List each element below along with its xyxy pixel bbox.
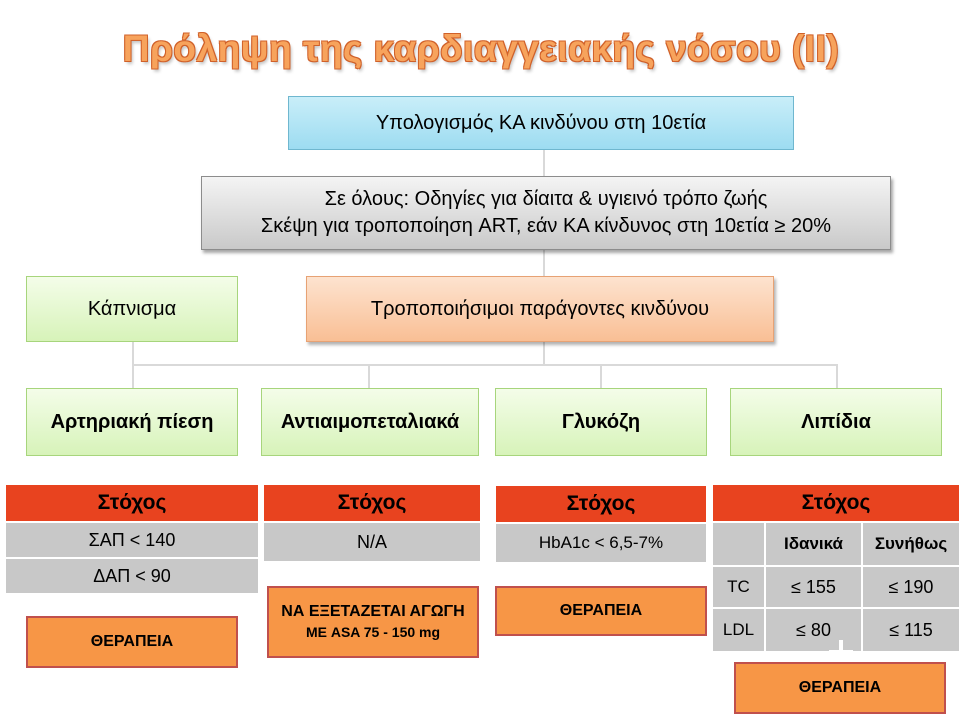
lipids-col-usual [862,522,960,566]
category-label: Λιπίδια [801,410,871,433]
category-blood-pressure [26,388,238,456]
modifiable-factors-label: Τροποποιήσιμοι παράγοντες κινδύνου [370,297,710,320]
ldl-usual: ≤ 115 [889,619,933,640]
glucose-target-header [495,485,707,523]
lifestyle-advice-box [201,176,891,250]
target-label: Στόχος [801,491,871,514]
col-ideal-label: Ιδανικά [783,534,844,553]
connector-line [132,364,838,366]
connector-line [543,150,545,176]
sbp-target: ΣΑΠ < 140 [88,529,176,550]
glucose-target: HbA1c < 6,5-7% [538,533,664,552]
category-label: Γλυκόζη [561,410,641,433]
connector-line [543,342,545,364]
target-label: Στόχος [337,491,407,514]
col-usual-label: Συνήθως [874,534,948,553]
bp-dbp-cell [5,558,259,594]
glucose-therapy-box [495,586,707,636]
risk-calculation-text: Υπολογισμός ΚΑ κινδύνου στη 10ετία [375,111,707,134]
category-glucose [495,388,707,456]
connector-line [836,364,838,388]
glucose-target-cell [495,523,707,563]
plus-connector-icon [829,640,853,664]
ldl-label: LDL [722,620,755,639]
antiplatelet-target: N/A [356,531,387,552]
lipids-row-label [712,566,765,608]
ldl-ideal: ≤ 80 [796,619,831,640]
modifiable-factors-box [306,276,774,342]
lipids-row-label [712,608,765,652]
connector-line [368,364,370,388]
bp-therapy-box [26,616,238,668]
antiplatelet-target-header [263,484,481,522]
tc-usual: ≤ 190 [888,576,934,597]
connector-line [132,342,134,388]
connector-line [543,250,545,276]
lipids-therapy-box [734,662,946,714]
lipids-cell [862,566,960,608]
antiplatelet-note-box [267,586,479,658]
lipids-cell [862,608,960,652]
category-lipids [730,388,942,456]
category-antiplatelet [261,388,479,456]
therapy-label: ΘΕΡΑΠΕΙΑ [798,679,882,696]
connector-line [600,364,602,388]
target-label: Στόχος [566,492,636,515]
page-title: Πρόληψη της καρδιαγγειακής νόσου (ΙΙ) [122,28,840,69]
category-label: Αντιαιμοπεταλιακά [280,410,460,433]
therapy-label: ΘΕΡΑΠΕΙΑ [90,633,174,650]
antiplatelet-note-line1: ΝΑ ΕΞΕΤΑΖΕΤΑΙ ΑΓΩΓΗ [281,603,465,620]
lipids-cell [765,566,862,608]
dbp-target: ΔΑΠ < 90 [93,565,171,586]
lipids-col-ideal [765,522,862,566]
lipids-target-header [712,484,960,522]
target-label: Στόχος [97,491,167,514]
lifestyle-advice-line2: Σκέψη για τροποποίηση ART, εάν ΚΑ κίνδυνος στη 10ετία ≥ 20% [260,215,832,237]
category-label: Αρτηριακή πίεση [50,410,214,433]
bp-target-header [5,484,259,522]
bp-sbp-cell [5,522,259,558]
smoking-label: Κάπνισμα [87,297,177,320]
antiplatelet-target-cell [263,522,481,562]
therapy-label: ΘΕΡΑΠΕΙΑ [559,602,643,619]
lifestyle-advice-line1: Σε όλους: Οδηγίες για δίαιτα & υγιεινό τρόπο ζωής [324,188,768,210]
tc-label: TC [727,577,750,596]
tc-ideal: ≤ 155 [791,576,836,597]
smoking-box [26,276,238,342]
risk-calculation-box [288,96,794,150]
lipids-empty-corner [712,522,765,566]
antiplatelet-note-line2: ΜΕ ASA 75 - 150 mg [305,624,441,640]
